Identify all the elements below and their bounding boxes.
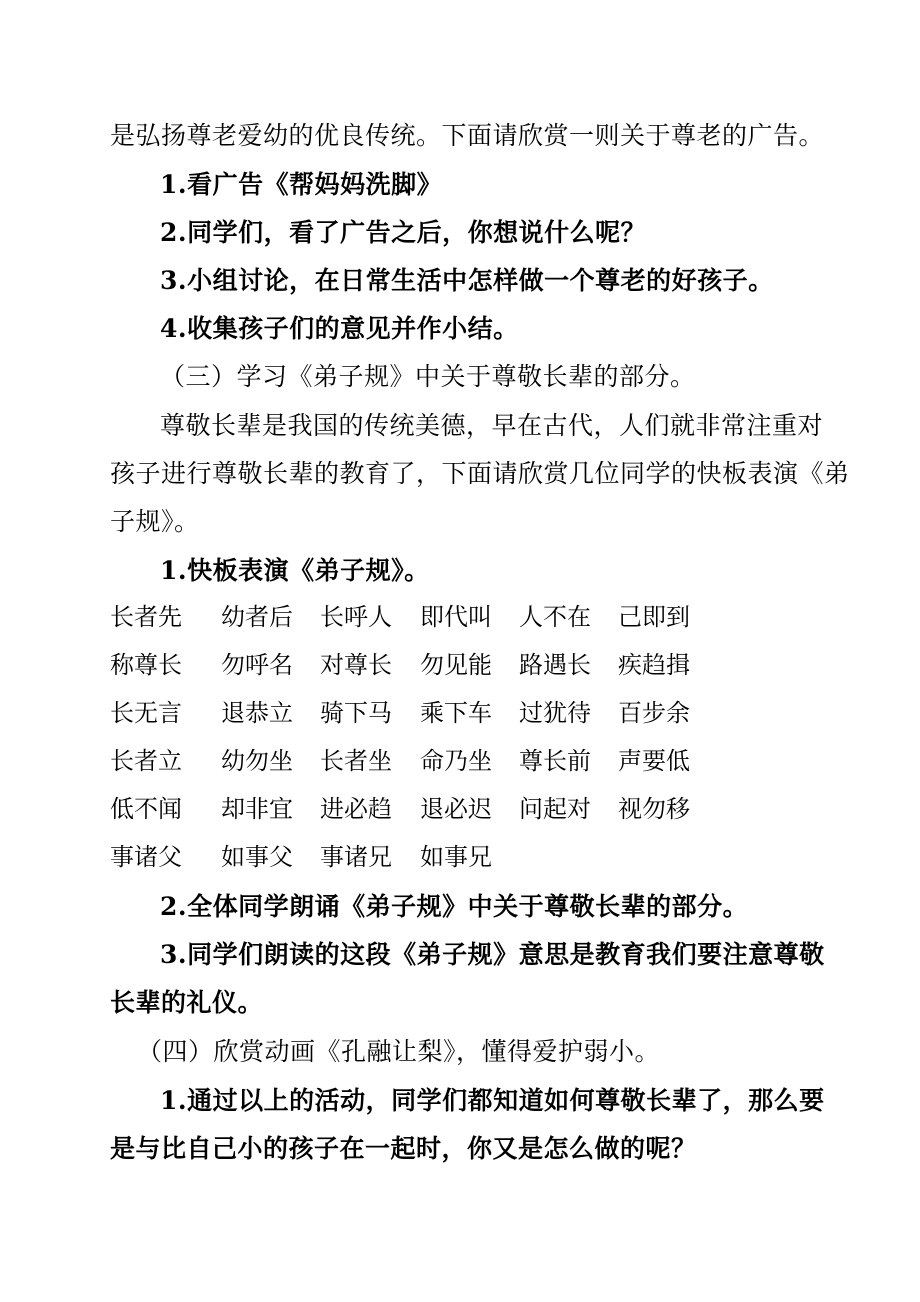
poem-phrase: 视勿移	[618, 795, 690, 823]
poem-phrase: 问起对	[519, 795, 591, 823]
step-group-discussion: 3.小组讨论，在日常生活中怎样做一个尊老的好孩子。	[160, 266, 774, 295]
poem-phrase: 事诸父	[110, 843, 182, 871]
step-meaning-etiquette-1: 3.同学们朗读的这段《弟子规》意思是教育我们要注意尊敬	[160, 940, 825, 969]
poem-phrase: 却非宜	[221, 795, 293, 823]
poem-phrase: 如事兄	[420, 843, 492, 871]
poem-phrase: 路遇长	[519, 651, 591, 679]
paragraph-respect-elders-2: 孩子进行尊敬长辈的教育了，下面请欣赏几位同学的快板表演《弟	[110, 459, 850, 488]
poem-phrase: 过犹待	[519, 699, 591, 727]
step-kuaiban-performance: 1.快板表演《弟子规》。	[160, 556, 430, 585]
step-what-to-say: 2.同学们，看了广告之后，你想说什么呢？	[160, 218, 647, 247]
step-watch-ad: 1.看广告《帮妈妈洗脚》	[160, 170, 443, 199]
poem-phrase: 骑下马	[320, 699, 392, 727]
poem-phrase: 命乃坐	[420, 747, 492, 775]
poem-phrase: 如事父	[221, 843, 293, 871]
poem-phrase: 低不闻	[110, 795, 182, 823]
poem-phrase: 即代叫	[420, 603, 492, 631]
poem-phrase: 对尊长	[320, 651, 392, 679]
step-collect-opinions: 4.收集孩子们的意见并作小结。	[160, 314, 519, 343]
poem-phrase: 尊长前	[519, 747, 591, 775]
poem-phrase: 长者先	[110, 603, 182, 631]
poem-phrase: 人不在	[519, 603, 591, 631]
poem-phrase: 长者立	[110, 747, 182, 775]
poem-phrase: 己即到	[618, 603, 690, 631]
poem-phrase: 进必趋	[320, 795, 392, 823]
poem-phrase: 长者坐	[320, 747, 392, 775]
poem-phrase: 称尊长	[110, 651, 182, 679]
paragraph-respect-elders-3: 子规》。	[110, 507, 200, 536]
poem-phrase: 勿见能	[420, 651, 492, 679]
section-three-heading: （三）学习《弟子规》中关于尊敬长辈的部分。	[160, 362, 696, 391]
poem-phrase: 乘下车	[420, 699, 492, 727]
step-care-for-younger-1: 1.通过以上的活动，同学们都知道如何尊敬长辈了，那么要	[160, 1086, 825, 1115]
poem-phrase: 长呼人	[320, 603, 392, 631]
step-meaning-etiquette-2: 长辈的礼仪。	[110, 988, 264, 1017]
poem-phrase: 幼勿坐	[221, 747, 293, 775]
poem-phrase: 声要低	[618, 747, 690, 775]
paragraph-respect-elders-1: 尊敬长辈是我国的传统美德，早在古代，人们就非常注重对	[160, 411, 824, 440]
poem-phrase: 百步余	[618, 699, 690, 727]
poem-phrase: 勿呼名	[221, 651, 293, 679]
poem-phrase: 事诸兄	[320, 843, 392, 871]
poem-phrase: 幼者后	[221, 603, 293, 631]
step-care-for-younger-2: 是与比自己小的孩子在一起时，你又是怎么做的呢？	[110, 1134, 697, 1163]
poem-phrase: 长无言	[110, 699, 182, 727]
poem-phrase: 退必迟	[420, 795, 492, 823]
paragraph-intro-tradition: 是弘扬尊老爱幼的优良传统。下面请欣赏一则关于尊老的广告。	[110, 121, 825, 150]
poem-phrase: 退恭立	[221, 699, 293, 727]
step-recite-together: 2.全体同学朗诵《弟子规》中关于尊敬长辈的部分。	[160, 892, 749, 921]
section-four-heading: （四）欣赏动画《孔融让梨》，懂得爱护弱小。	[137, 1037, 661, 1066]
poem-phrase: 疾趋揖	[618, 651, 690, 679]
